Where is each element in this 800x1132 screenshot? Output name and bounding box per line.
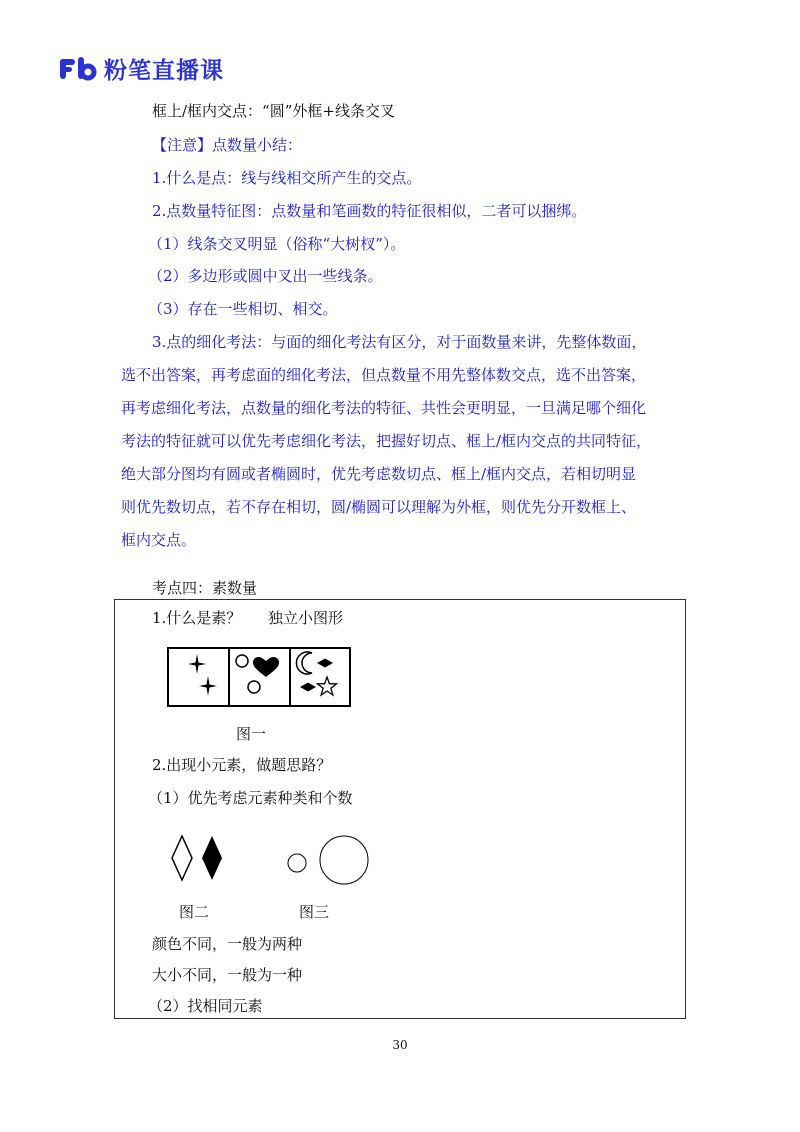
figure-3 <box>283 832 373 888</box>
large-circle-icon <box>320 836 368 884</box>
note-para3-line: 考法的特征就可以优先考虑细化考法，把握好切点、框上/框内交点的共同特征， <box>121 432 652 450</box>
size-note: 大小不同，一般为一种 <box>152 966 303 984</box>
five-point-star-icon <box>318 677 337 695</box>
figure-3-caption: 图三 <box>299 903 330 921</box>
question-2-sub-2: （2）找相同元素 <box>148 997 263 1015</box>
brand-name: 粉笔直播课 <box>104 57 224 84</box>
question-2-sub-1: （1）优先考虑元素种类和个数 <box>148 789 353 807</box>
figure-2 <box>170 834 226 882</box>
note-item-1: 1.什么是点：线与线相交所产生的交点。 <box>152 169 422 187</box>
section-title: 考点四：素数量 <box>152 579 258 597</box>
note-para3-line: 3.点的细化考法：与面的细化考法有区分，对于面数量来讲，先整体数面， <box>152 333 647 351</box>
crescent-moon-icon <box>296 652 312 674</box>
four-point-star-icon <box>188 654 206 674</box>
outline-diamond-icon <box>172 836 192 880</box>
question-2: 2.出现小元素，做题思路？ <box>152 756 332 774</box>
figure-1 <box>167 647 351 707</box>
note-sub-3: （3）存在一些相切、相交。 <box>148 300 338 318</box>
note-para3-line: 框内交点。 <box>121 531 197 549</box>
figure-2-caption: 图二 <box>179 903 210 921</box>
note-title: 【注意】点数量小结： <box>152 136 303 154</box>
diamond-icon <box>317 659 333 668</box>
note-para3-line: 再考虑细化考法，点数量的细化考法的特征、共性会更明显，一旦满足哪个细化 <box>121 399 647 417</box>
question-1: 1.什么是素？ <box>152 609 242 627</box>
figure-1-caption: 图一 <box>236 725 267 743</box>
circle-icon <box>236 655 248 667</box>
note-para3-line: 绝大部分图均有圆或者椭圆时，优先考虑数切点、框上/框内交点，若相切明显 <box>121 465 637 483</box>
heart-icon <box>253 657 279 677</box>
diamond-icon <box>300 683 316 692</box>
note-para3-line: 则优先数切点，若不存在相切，圆/椭圆可以理解为外框，则优先分开数框上、 <box>121 498 637 516</box>
note-item-2: 2.点数量特征图：点数量和笔画数的特征很相似，二者可以捆绑。 <box>152 202 587 220</box>
filled-diamond-icon <box>202 836 222 880</box>
fb-logo-icon <box>58 54 98 82</box>
note-sub-2: （2）多边形或圆中叉出一些线条。 <box>148 267 383 285</box>
intro-line: 框上/框内交点：“圆”外框+线条交叉 <box>152 102 395 120</box>
color-note: 颜色不同，一般为两种 <box>152 935 303 953</box>
content-box <box>114 599 686 1019</box>
brand-logo <box>58 52 224 84</box>
small-circle-icon <box>288 854 306 872</box>
note-sub-1: （1）线条交叉明显（俗称“大树杈”）。 <box>148 235 406 253</box>
four-point-star-icon <box>199 676 217 696</box>
note-para3-line: 选不出答案，再考虑面的细化考法，但点数量不用先整体数交点，选不出答案， <box>121 366 647 384</box>
page-number: 30 <box>392 1038 408 1052</box>
question-1-answer: 独立小图形 <box>268 609 344 627</box>
circle-icon <box>248 681 260 693</box>
